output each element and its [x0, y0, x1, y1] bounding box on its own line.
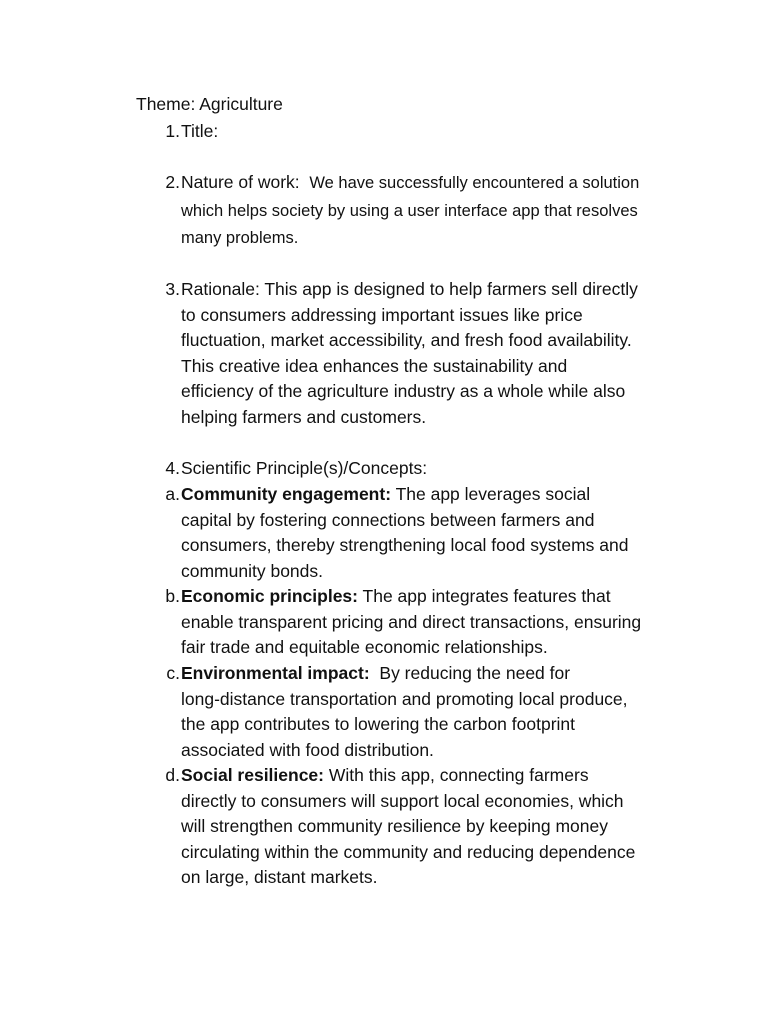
concept-line: With this app, connecting farmers	[328, 765, 589, 785]
list-marker: 1.	[165, 121, 180, 141]
concept-line: circulating within the community and reducing dependence	[181, 841, 636, 862]
list-marker: a.	[165, 484, 180, 504]
concept-line: consumers, thereby strengthening local food systems and	[181, 535, 629, 556]
concept-line: the app contributes to lowering the carbon footprint	[181, 714, 575, 735]
concept-body	[181, 763, 691, 891]
rationale-line: fluctuation, market accessibility, and fresh food availability.	[181, 330, 632, 351]
theme-heading: Theme: Agriculture	[136, 94, 283, 114]
rationale-line: to consumers addressing important issues like price	[181, 304, 583, 325]
concept-line: directly to consumers will support local economies, which	[181, 790, 624, 811]
concept-line: fair trade and equitable economic relationships.	[181, 637, 548, 658]
concept-line: community bonds.	[181, 560, 324, 581]
concept-heading: Environmental impact:	[181, 663, 370, 683]
concept-line: The app leverages social	[395, 484, 591, 504]
concept-line: will strengthen community resilience by keeping money	[181, 816, 609, 837]
rationale-line: Rationale: This app is designed to help farmers sell directly	[181, 279, 638, 299]
concept-heading: Economic principles:	[181, 586, 358, 606]
list-marker: 2.	[165, 172, 180, 192]
concept-line: long-distance transportation and promoting local produce,	[181, 688, 628, 709]
concept-heading: Social resilience:	[181, 765, 324, 785]
nature-of-work-line: many problems.	[181, 229, 299, 247]
list-marker: d.	[165, 765, 180, 785]
nature-of-work-label: Nature of work:	[181, 172, 300, 192]
concept-heading: Community engagement:	[181, 484, 392, 504]
concept-body	[181, 482, 691, 584]
concept-line: enable transparent pricing and direct transactions, ensuring	[181, 611, 642, 632]
list-marker: c.	[166, 663, 180, 683]
concept-line: on large, distant markets.	[181, 867, 378, 888]
concept-line: By reducing the need for	[379, 663, 571, 683]
rationale-line: This creative idea enhances the sustainability and	[181, 355, 568, 376]
concept-line: associated with food distribution.	[181, 739, 434, 760]
rationale-body	[181, 277, 691, 431]
scientific-principles-label: Scientific Principle(s)/Concepts:	[181, 458, 428, 478]
nature-of-work-line: We have successfully encountered a solution	[309, 174, 640, 192]
nature-of-work-line: which helps society by using a user interface app that resolves	[181, 201, 638, 220]
concept-body	[181, 584, 691, 661]
list-marker: 4.	[165, 458, 180, 478]
list-marker: b.	[165, 586, 180, 606]
title-label: Title:	[181, 121, 219, 141]
rationale-line: helping farmers and customers.	[181, 406, 427, 427]
concept-line: capital by fostering connections between farmers and	[181, 509, 595, 530]
concept-line: The app integrates features that	[362, 586, 611, 606]
nature-of-work-body	[181, 170, 691, 253]
concept-body	[181, 661, 691, 763]
list-marker: 3.	[165, 279, 180, 299]
rationale-line: efficiency of the agriculture industry as a whole while also	[181, 381, 626, 402]
